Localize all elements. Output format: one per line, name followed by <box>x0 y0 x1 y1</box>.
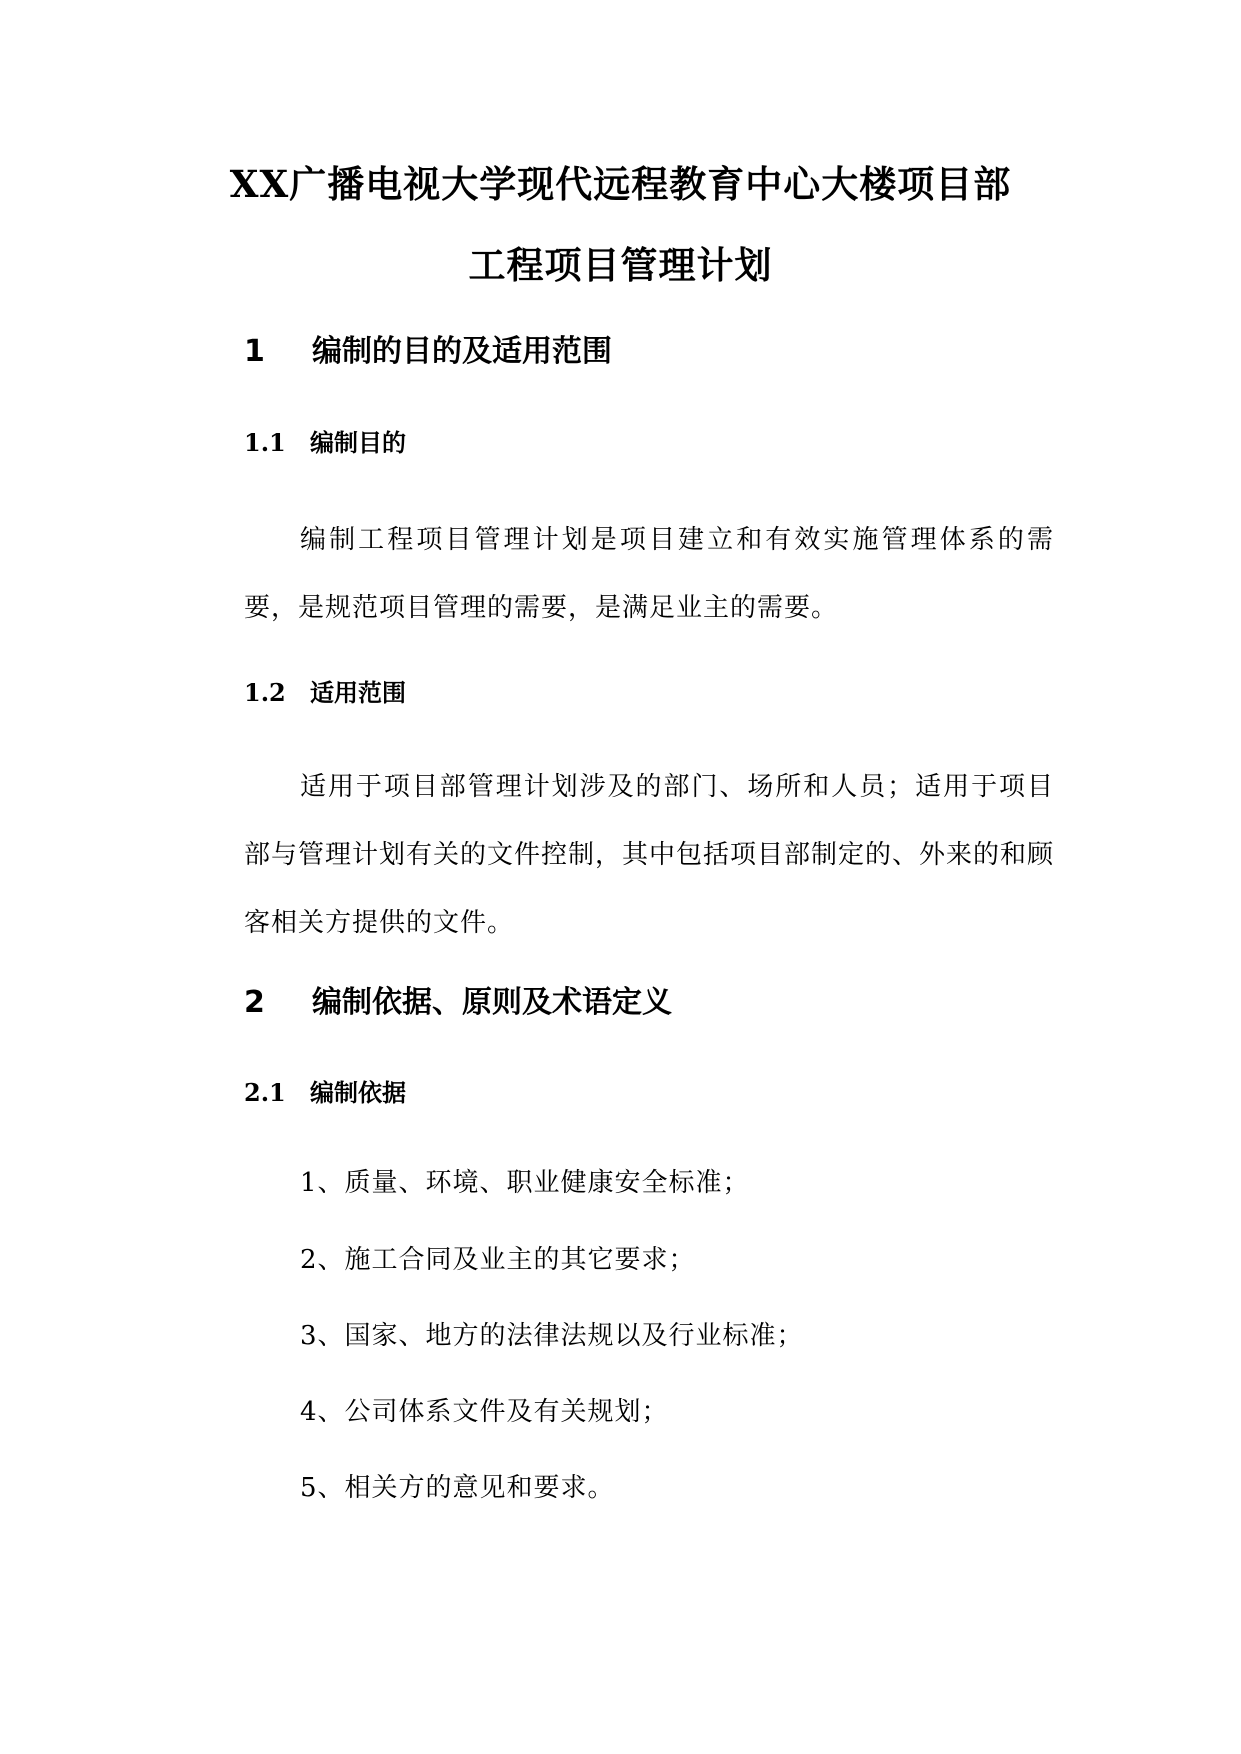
section-1-2-number: 1.2 <box>244 678 286 707</box>
document-title-line1: XX广播电视大学现代远程教育中心大楼项目部 <box>229 162 1012 206</box>
section-2-1-title: 编制依据 <box>310 1079 406 1107</box>
section-1-number: 1 <box>244 334 265 369</box>
section-1-1-number: 1.1 <box>244 428 286 457</box>
list-item: 4、公司体系文件及有关规划； <box>300 1397 669 1427</box>
section-1-title: 编制的目的及适用范围 <box>312 334 612 369</box>
section-2-heading <box>244 983 672 1023</box>
section-1-2-heading <box>244 676 406 710</box>
section-1-heading <box>244 332 612 372</box>
section-2-1-number: 2.1 <box>244 1078 286 1107</box>
list-item: 3、国家、地方的法律法规以及行业标准； <box>300 1321 804 1351</box>
section-1-2-paragraph: 适用于项目部管理计划涉及的部门、场所和人员；适用于项目部与管理计划有关的文件控制，其中包括项目部制定的、外来的和顾客相关方提供的文件。 <box>244 772 1055 938</box>
section-2-1-heading <box>244 1076 406 1110</box>
section-1-2-title: 适用范围 <box>310 679 406 707</box>
section-2-title: 编制依据、原则及术语定义 <box>312 985 672 1020</box>
document-title-line2: 工程项目管理计划 <box>468 243 773 287</box>
section-2-number: 2 <box>244 985 265 1020</box>
section-1-1-title: 编制目的 <box>310 429 406 457</box>
list-item: 1、质量、环境、职业健康安全标准； <box>300 1168 750 1198</box>
list-item: 5、相关方的意见和要求。 <box>300 1473 615 1503</box>
section-1-1-heading <box>244 426 406 460</box>
list-item: 2、施工合同及业主的其它要求； <box>300 1245 696 1275</box>
section-1-1-paragraph: 编制工程项目管理计划是项目建立和有效实施管理体系的需要，是规范项目管理的需要，是满足业主的需要。 <box>244 525 1054 623</box>
